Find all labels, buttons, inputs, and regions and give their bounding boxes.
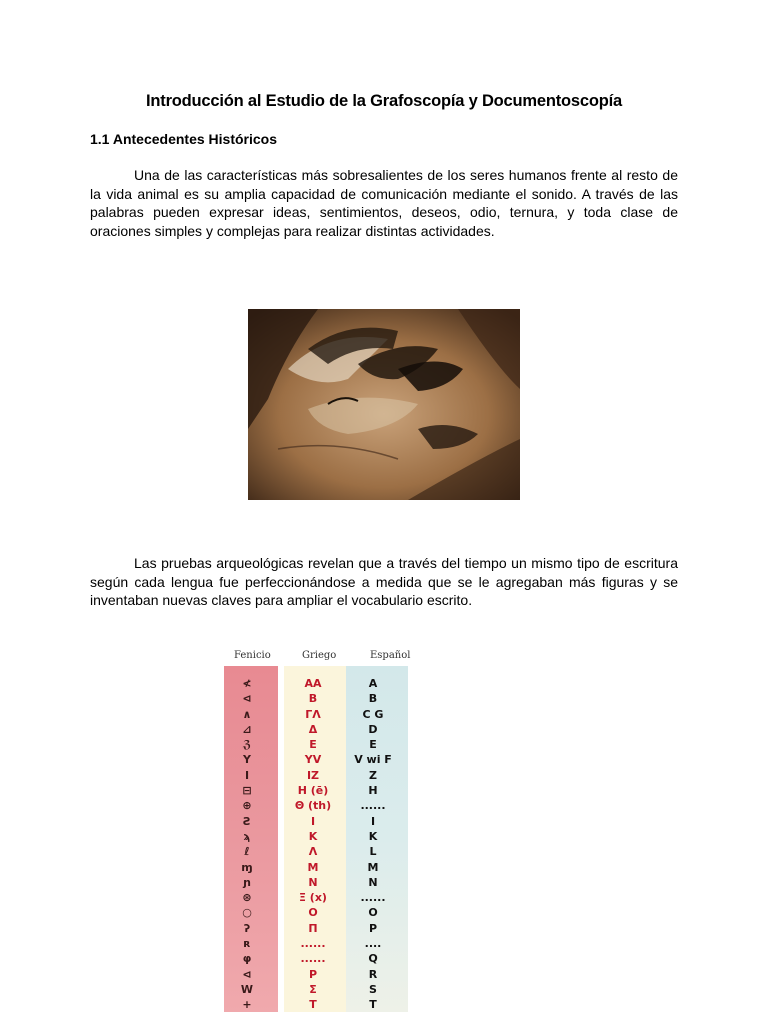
glyph-cell: T [369,998,377,1012]
griego-header: Griego [302,650,337,661]
section-heading: 1.1 Antecedentes Históricos [90,131,277,147]
glyph-cell: φ [242,952,252,966]
alphabet-comparison-table [224,646,411,1012]
glyph-cell: O [368,906,378,920]
glyph-cell: L [369,845,377,859]
paragraph-1: Una de las características más sobresalientes de los seres humanos frente al resto de la vida animal es su amplia capacidad de comunicación mediante el sonido. A través de las palabras pueden expresar ideas, sentimientos, deseos, odio, ternura, y toda clase de oraciones simples y complejas para realizar distintas actividades. [90,167,678,239]
glyph-cell: I [244,768,250,782]
glyph-cell: ⊕ [242,799,252,813]
glyph-cell: Σ [309,982,317,996]
glyph-cell: B [368,692,378,706]
glyph-cell: S [369,982,377,996]
glyph-cell: Ι [310,814,316,828]
glyph-cell: D [368,722,378,736]
cave-painting-image [248,309,520,500]
glyph-cell: ʀ [243,937,251,951]
glyph-cell: ʔ [243,921,251,935]
glyph-cell: Ν [308,875,318,889]
glyph-cell: K [368,829,378,843]
espanol-column [348,676,398,1013]
glyph-cell: I [370,814,376,828]
glyph-cell: Λ [308,845,318,859]
glyph-cell: ∧ [242,707,252,721]
glyph-cell: Y [243,753,251,767]
glyph-cell: R [368,967,378,981]
glyph-cell: ΥV [304,753,322,767]
glyph-cell: ΙΖ [306,768,320,782]
glyph-cell: Ƨ [243,814,251,828]
glyph-cell: N [368,875,378,889]
glyph-cell: A [368,677,378,690]
glyph-cell: ɱ [241,860,253,874]
glyph-cell: .... [364,937,382,951]
paragraph-2: Las pruebas arqueológicas revelan que a través del tiempo un mismo tipo de escritura según cada lengua fue perfeccionándose a medida que se le agregaban más figuras y se inventaban nuevas claves para ampliar el vocabulario escrito. [90,555,678,608]
glyph-cell: M [367,860,379,874]
glyph-cell: ϡ [243,829,251,843]
glyph-cell: ɲ [243,875,251,889]
glyph-cell: Τ [309,998,317,1012]
glyph-cell: Z [369,768,377,782]
glyph-cell: ≮ [242,677,252,690]
glyph-cell: ⊲ [242,692,252,706]
glyph-cell: Θ (th) [294,799,332,813]
glyph-cell: Π [308,921,318,935]
glyph-cell: Δ [308,722,318,736]
glyph-cell: ΑΑ [304,677,322,690]
glyph-cell: ℓ [244,845,250,859]
glyph-cell: Ε [309,738,317,752]
glyph-cell: Β [308,692,318,706]
glyph-cell: ℨ [242,738,252,752]
fenicio-column [224,676,270,1013]
glyph-cell: H [368,784,378,798]
glyph-cell: Q [368,952,378,966]
glyph-cell: Ξ (x) [299,891,327,905]
glyph-cell: + [242,998,252,1012]
glyph-cell: Ρ [308,967,318,981]
glyph-cell: ΓΛ [305,707,321,721]
glyph-cell: ⊿ [242,722,252,736]
glyph-cell: E [369,738,377,752]
glyph-cell: V wi F [354,753,392,767]
glyph-cell: Η (ē) [297,784,329,798]
glyph-cell: Ο [308,906,318,920]
glyph-cell: ⊟ [242,784,252,798]
glyph-cell: ...... [360,891,386,905]
glyph-cell: Κ [308,829,318,843]
glyph-cell: W [240,982,254,996]
glyph-cell: C G [362,707,384,721]
griego-column [286,676,340,1013]
glyph-cell: ○ [242,906,252,920]
glyph-cell: P [368,921,378,935]
glyph-cell: ⊛ [242,891,252,905]
glyph-cell: ...... [360,799,386,813]
espanol-header: Español [370,650,411,661]
glyph-cell: ...... [300,952,326,966]
glyph-cell: ⊲ [242,967,252,981]
fenicio-header: Fenicio [234,650,271,661]
glyph-cell: Μ [307,860,319,874]
glyph-cell: ...... [300,937,326,951]
page-title: Introducción al Estudio de la Grafoscopía y Documentoscopía [146,92,622,110]
cave-painting-illustration [248,309,520,500]
